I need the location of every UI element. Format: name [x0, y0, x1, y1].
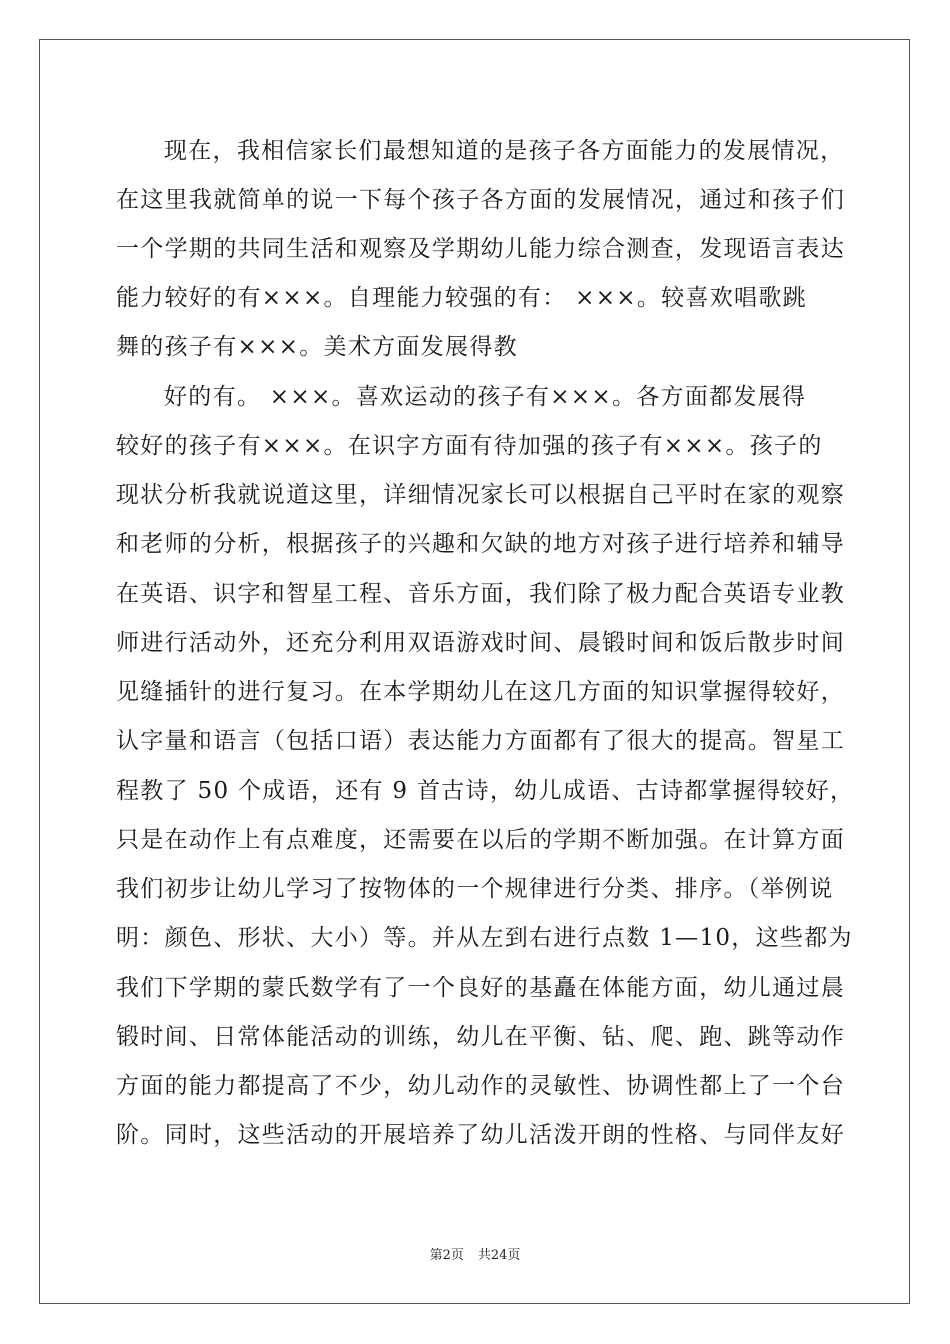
text-line: 认字量和语言（包括口语）表达能力方面都有了很大的提高。智星工 [116, 728, 845, 754]
text-line: 我们初步让幼儿学习了按物体的一个规律进行分类、排序。（举例说 [116, 876, 834, 902]
text-line: 在英语、识字和智星工程、音乐方面，我们除了极力配合英语专业教 [116, 581, 845, 607]
text-line: 较好的孩子有×××。在识字方面有待加强的孩子有×××。孩子的 [116, 433, 823, 459]
page-number: 第2页 [429, 1248, 464, 1263]
page-total: 共24页 [477, 1248, 521, 1263]
text-line: 现在，我相信家长们最想知道的是孩子各方面能力的发展情况， [164, 138, 845, 164]
text-line: 现状分析我就说道这里，详细情况家长可以根据自己平时在家的观察 [116, 482, 845, 508]
text-line: 明：颜色、形状、大小）等。并从左到右进行点数 1—10，这些都为 [116, 925, 853, 951]
text-line: 锻时间、日常体能活动的训练，幼儿在平衡、钻、爬、跑、跳等动作 [116, 1024, 845, 1050]
text-line: 和老师的分析，根据孩子的兴趣和欠缺的地方对孩子进行培养和辅导 [116, 531, 845, 557]
text-line: 舞的孩子有×××。美术方面发展得教 [116, 334, 518, 360]
text-line: 方面的能力都提高了不少，幼儿动作的灵敏性、协调性都上了一个台 [116, 1073, 845, 1099]
text-line: 见缝插针的进行复习。在本学期幼儿在这几方面的知识掌握得较好， [116, 679, 845, 705]
text-line: 阶。同时，这些活动的开展培养了幼儿活泼开朗的性格、与同伴友好 [116, 1122, 845, 1148]
text-line: 好的有。 ×××。喜欢运动的孩子有×××。各方面都发展得 [164, 384, 807, 410]
text-line: 程教了 50 个成语，还有 9 首古诗，幼儿成语、古诗都掌握得较好， [116, 778, 855, 804]
text-line: 在这里我就简单的说一下每个孩子各方面的发展情况，通过和孩子们 [116, 187, 845, 213]
page-footer [0, 1247, 950, 1265]
text-line: 能力较好的有×××。自理能力较强的有： ×××。较喜欢唱歌跳 [116, 285, 807, 311]
text-line: 只是在动作上有点难度，还需要在以后的学期不断加强。在计算方面 [116, 827, 845, 853]
text-line: 师进行活动外，还充分利用双语游戏时间、晨锻时间和饭后散步时间 [116, 630, 845, 656]
text-line: 我们下学期的蒙氏数学有了一个良好的基矗在体能方面，幼儿通过晨 [116, 975, 845, 1001]
text-line: 一个学期的共同生活和观察及学期幼儿能力综合测查，发现语言表达 [116, 236, 845, 262]
